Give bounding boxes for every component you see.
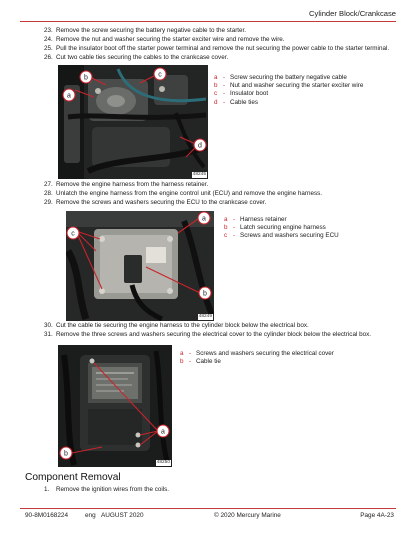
svg-text:a: a: [161, 428, 165, 436]
svg-text:b: b: [84, 74, 88, 82]
figure1-legend: [214, 74, 363, 107]
procedure-steps-d: [44, 486, 404, 495]
step-30: 30. Cut the cable tie securing the engine harness to the cylinder block below the electrical box.: [44, 322, 309, 329]
figure-starter-photo: [58, 65, 208, 179]
svg-text:a: a: [202, 215, 206, 223]
step-1: 1. Remove the ignition wires from the coils.: [44, 486, 170, 493]
footer-lang: eng: [85, 512, 96, 519]
legend-item: a - Screw securing the battery negative cable: [214, 74, 347, 81]
legend-item: b - Nut and washer securing the starter exciter wire: [214, 82, 364, 90]
callout-a: [63, 89, 75, 101]
footer-date: AUGUST 2020: [101, 512, 144, 519]
figure3-legend: [180, 350, 334, 366]
callout-c: [67, 227, 79, 239]
footer-rule: [20, 508, 396, 509]
step-25: 25. Pull the insulator boot off the starter power terminal and remove the nut securing the power cable to the starter terminal.: [44, 44, 390, 52]
section-title: Cylinder Block/Crankcase: [309, 9, 396, 18]
figure-ecu-photo: [66, 211, 214, 321]
footer-doc-id: 90-8M0168224: [25, 512, 68, 519]
callout-a: [198, 212, 210, 224]
figure2-callouts: [66, 211, 214, 321]
callout-d: [194, 139, 206, 151]
svg-text:a: a: [67, 92, 71, 100]
step-31: 31. Remove the three screws and washers securing the electrical cover to the cylinder block below the electrical box.: [44, 330, 371, 338]
figure2-legend: [224, 216, 339, 241]
step-27: 27. Remove the engine harness from the harness retainer.: [44, 181, 209, 188]
procedure-steps-c: [44, 322, 404, 340]
callout-a: [157, 425, 169, 437]
header-rule: [20, 21, 396, 22]
figure-electrical-cover-photo: [58, 345, 172, 467]
figure3-callouts: [58, 345, 172, 467]
legend-item: b - Latch securing engine harness: [224, 224, 326, 232]
procedure-steps-a: [44, 27, 404, 63]
page-header: [0, 0, 416, 22]
legend-item: c - Insulator boot: [214, 90, 269, 98]
section-heading: Component Removal: [25, 472, 121, 483]
step-29: 29. Remove the screws and washers securing the ECU to the crankcase cover.: [44, 198, 267, 206]
footer-copyright: © 2020 Mercury Marine: [214, 512, 281, 519]
legend-item: d - Cable ties: [214, 98, 259, 106]
step-26: 26. Cut two cable ties securing the cables to the crankcase cover.: [44, 53, 229, 61]
step-28: 28. Unlatch the engine harness from the engine control unit (ECU) and remove the engine harness.: [44, 189, 323, 197]
svg-text:b: b: [203, 290, 207, 298]
svg-text:d: d: [198, 142, 202, 150]
figure1-callouts: [58, 65, 208, 179]
figure1-number: 48245: [192, 172, 206, 177]
legend-item: b - Cable tie: [180, 358, 221, 366]
callout-b: [80, 71, 92, 83]
figure2-number: 48249: [198, 314, 212, 319]
svg-text:c: c: [158, 71, 162, 79]
figure3-number: 48250: [156, 460, 170, 465]
footer-page-number: Page 4A-23: [360, 512, 394, 519]
procedure-steps-b: [44, 181, 404, 208]
callout-c: [154, 68, 166, 80]
svg-text:c: c: [71, 230, 75, 238]
legend-item: a - Screws and washers securing the electrical cover: [180, 350, 334, 357]
step-24: 24. Remove the nut and washer securing the starter exciter wire and remove the wire.: [44, 35, 285, 43]
svg-text:b: b: [64, 450, 68, 458]
legend-item: a - Harness retainer: [224, 216, 287, 223]
callout-b: [199, 287, 211, 299]
legend-item: c - Screws and washers securing ECU: [224, 232, 339, 240]
callout-b: [60, 447, 72, 459]
step-23: 23. Remove the screw securing the battery negative cable to the starter.: [44, 27, 247, 34]
